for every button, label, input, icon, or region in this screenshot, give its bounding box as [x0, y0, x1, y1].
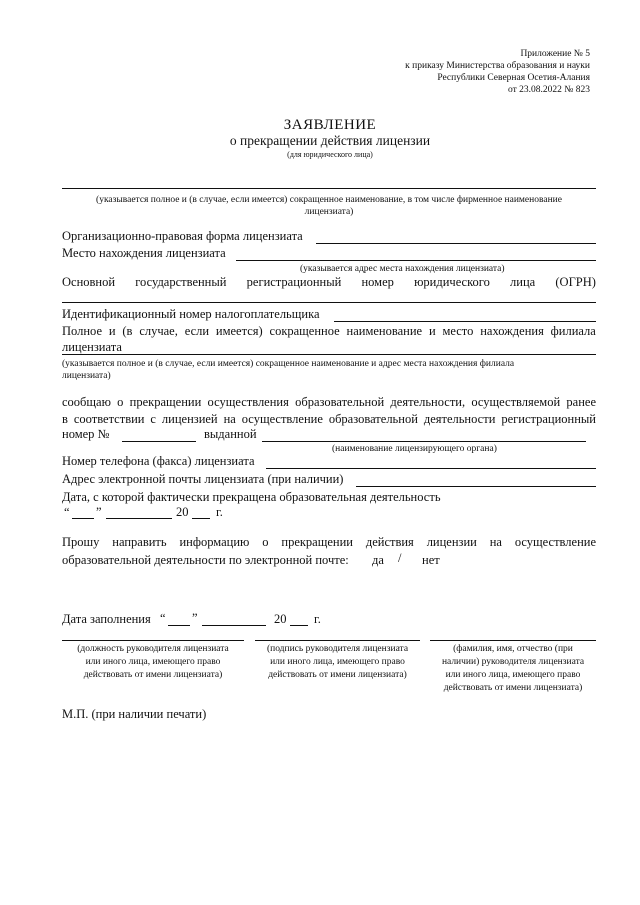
issuer-field[interactable]: [262, 441, 586, 442]
caption-line: действовать от имени лицензиата): [83, 670, 223, 680]
header-block: [405, 48, 590, 96]
location-hint: (указывается адрес места нахождения лицензиата): [300, 264, 505, 274]
header-line-3: Республики Северная Осетия-Алания: [437, 73, 590, 83]
request-word: действия: [365, 535, 414, 549]
caption-line: действовать от имени лицензиата): [268, 670, 407, 680]
fill-quote-close: ”: [192, 611, 198, 625]
branch-word: место: [442, 324, 474, 338]
caption-line: или иного лица, имеющего право: [85, 657, 221, 667]
notify-line-2: в соответствии с лицензией на осуществление образовательной деятельности регистрационный: [62, 412, 596, 426]
document-subtitle: о прекращении действия лицензии: [229, 133, 431, 148]
header-line-4: от 23.08.2022 № 823: [508, 85, 590, 95]
caption-line: (фамилия, имя, отчество (при: [453, 644, 573, 654]
branch-label-2: лицензиата: [62, 340, 122, 354]
name-hint-line-1: (указывается полное и (в случае, если имеется) сокращенное наименование, в том числе фирменное наименование: [96, 195, 562, 205]
email-label: Адрес электронной почты лицензиата (при наличии): [62, 472, 344, 486]
ogrn-word: юридического: [414, 275, 490, 289]
request-word: Прошу: [62, 535, 100, 549]
fullname-signature-line[interactable]: [430, 640, 596, 641]
signature-line[interactable]: [255, 640, 420, 641]
request-word: прекращении: [281, 535, 353, 549]
request-word: о: [262, 535, 269, 549]
branch-hint: [62, 358, 514, 382]
fill-month-field[interactable]: [202, 625, 266, 626]
branch-word: сокращенное: [269, 324, 340, 338]
org-form-field[interactable]: [316, 243, 596, 244]
branch-label: [62, 324, 596, 339]
ogrn-word: номер: [361, 275, 394, 289]
branch-word: Полное: [62, 324, 102, 338]
caption-line: (подпись руководителя лицензиата: [266, 644, 409, 654]
date-stop-day-field[interactable]: [72, 518, 94, 519]
signature-caption: [250, 643, 425, 682]
license-number-field[interactable]: [122, 441, 196, 442]
branch-word: имеется): [215, 324, 263, 338]
request-word: на: [489, 535, 502, 549]
header-line-2: к приказу Министерства образования и науки: [405, 61, 590, 71]
location-field[interactable]: [236, 260, 596, 261]
fill-day-field[interactable]: [168, 625, 190, 626]
branch-word: если: [184, 324, 210, 338]
ogrn-word: государственный: [135, 275, 227, 289]
branch-hint-line-2: лицензиата): [62, 371, 111, 381]
caption-line: или иного лица, имеющего право: [445, 670, 581, 680]
position-signature-line[interactable]: [62, 640, 244, 641]
request-word: информацию: [179, 535, 250, 549]
location-label: Место нахождения лицензиата: [62, 246, 226, 260]
ogrn-word: (ОГРН): [555, 275, 596, 289]
position-caption: [62, 643, 244, 682]
inn-field[interactable]: [334, 321, 596, 322]
header-line-1: Приложение № 5: [520, 49, 590, 59]
branch-word: (в: [122, 324, 133, 338]
date-stop-label: Дата, с которой фактически прекращена образовательная деятельность: [62, 490, 441, 504]
branch-field[interactable]: [62, 354, 596, 355]
ogrn-field[interactable]: [62, 302, 596, 303]
caption-line: или иного лица, имеющего право: [270, 657, 405, 667]
fill-quote-open: “: [160, 611, 166, 625]
fill-suffix: г.: [314, 612, 321, 626]
caption-line: (должность руководителя лицензиата: [77, 644, 229, 654]
option-separator: /: [398, 551, 402, 565]
notify-line-1: сообщаю о прекращении осуществления образовательной деятельности, осуществляемой ранее: [62, 395, 596, 409]
date-stop-year: 20: [176, 505, 189, 519]
stamp-label: М.П. (при наличии печати): [62, 707, 207, 721]
name-hint-line-2: лицензиата): [304, 207, 354, 217]
branch-word: случае,: [139, 324, 178, 338]
fullname-caption: [428, 643, 598, 695]
branch-word: филиала: [550, 324, 596, 338]
licensee-name-hint: [62, 194, 596, 218]
branch-hint-line-1: (указывается полное и (в случае, если имеется) сокращенное наименование и адрес места нахождения филиала: [62, 359, 515, 369]
phone-label: Номер телефона (факса) лицензиата: [62, 454, 255, 468]
date-stop-suffix: г.: [216, 505, 223, 519]
branch-word: и: [428, 324, 436, 338]
document-title: ЗАЯВЛЕНИЕ: [283, 117, 377, 133]
request-word: направить: [112, 535, 167, 549]
ogrn-word: регистрационный: [246, 275, 342, 289]
caption-line: наличии) руководителя лицензиата: [441, 657, 585, 667]
fill-year-field[interactable]: [290, 625, 308, 626]
date-stop-quote-close: ”: [96, 505, 102, 519]
org-form-label: Организационно-правовая форма лицензиата: [62, 229, 303, 243]
notify-paragraph: [62, 394, 596, 428]
number-label: номер №: [62, 427, 110, 441]
date-stop-quote-open: “: [64, 505, 70, 519]
fill-year: 20: [274, 612, 287, 626]
request-label-2: образовательной деятельности по электронной почте:: [62, 553, 349, 567]
no-option[interactable]: нет: [422, 553, 440, 567]
yes-option[interactable]: да: [372, 553, 384, 567]
branch-word: и: [108, 324, 116, 338]
date-stop-year-field[interactable]: [192, 518, 210, 519]
ogrn-word: лица: [510, 275, 536, 289]
date-stop-month-field[interactable]: [106, 518, 172, 519]
issued-label: выданной: [204, 427, 257, 441]
ogrn-word: Основной: [62, 275, 116, 289]
request-word: лицензии: [426, 535, 477, 549]
issuer-hint: (наименование лицензирующего органа): [332, 444, 497, 454]
request-label: [62, 535, 596, 550]
caption-line: действовать от имени лицензиата): [443, 683, 583, 693]
request-word: осуществление: [514, 535, 596, 549]
email-field[interactable]: [356, 486, 596, 487]
inn-label: Идентификационный номер налогоплательщика: [62, 307, 320, 321]
subtitle-note: (для юридического лица): [287, 150, 373, 159]
fill-date-label: Дата заполнения: [62, 612, 151, 626]
licensee-name-line[interactable]: [62, 188, 596, 189]
phone-field[interactable]: [266, 468, 596, 469]
ogrn-label: [62, 275, 596, 290]
branch-word: нахождения: [480, 324, 544, 338]
branch-word: наименование: [346, 324, 423, 338]
